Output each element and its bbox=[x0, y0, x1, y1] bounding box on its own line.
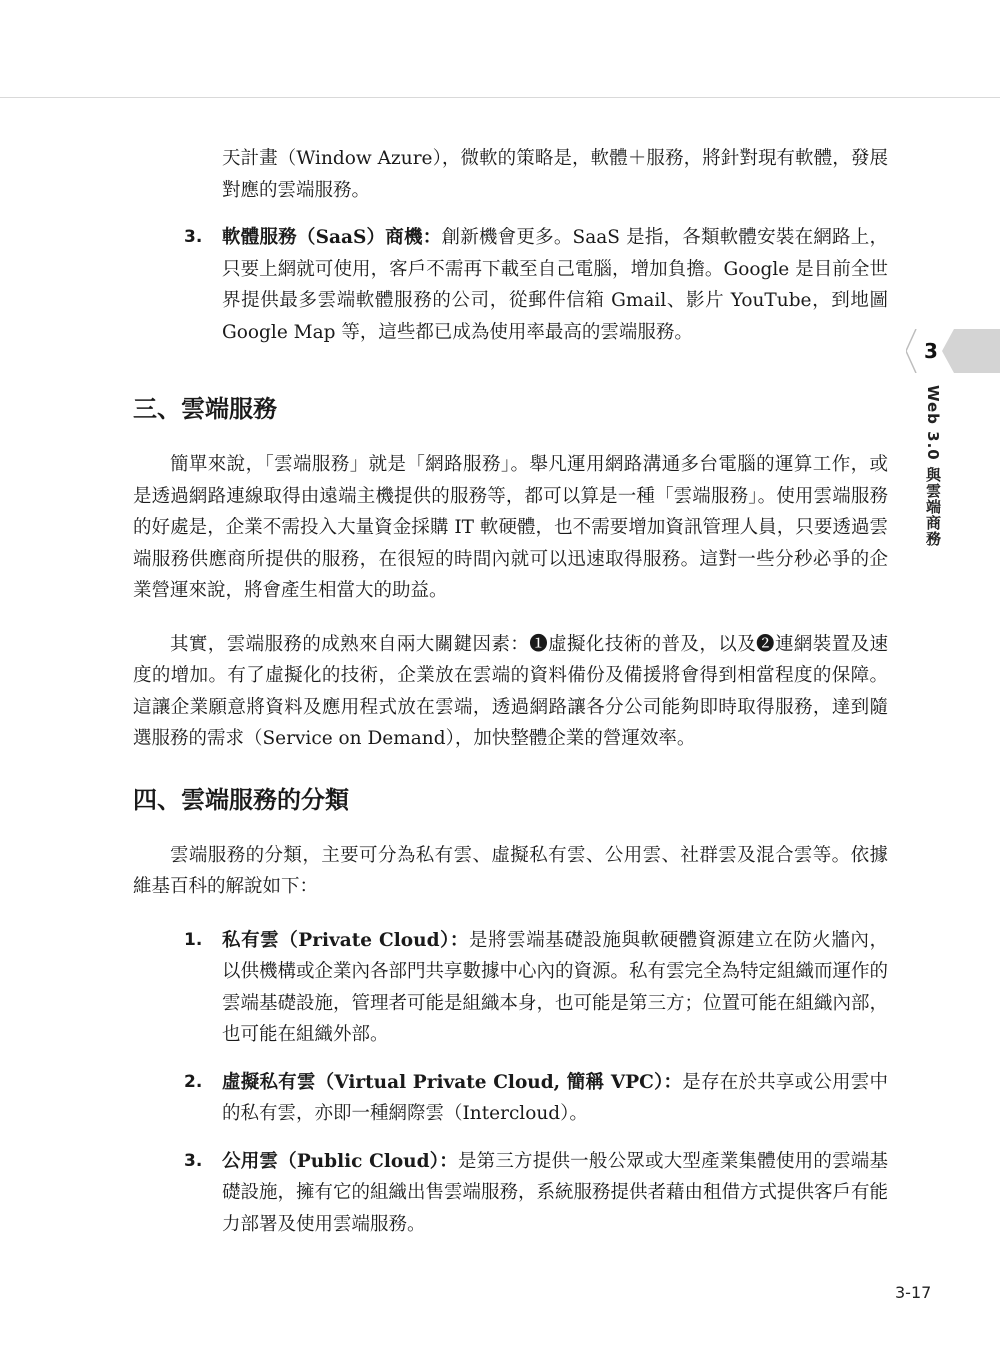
list-number: 3. bbox=[184, 227, 203, 247]
section-heading: 四、雲端服務的分類 bbox=[133, 785, 349, 814]
list-item-lead: 私有雲（Private Cloud）： bbox=[222, 929, 469, 951]
header-rule bbox=[0, 97, 1000, 98]
paragraph: 雲端服務的分類，主要可分為私有雲、虛擬私有雲、公用雲、社群雲及混合雲等。依據維基百科的解說如下： bbox=[133, 844, 888, 897]
chapter-number: 3 bbox=[924, 339, 938, 363]
list-item-public-cloud bbox=[184, 1146, 889, 1241]
list-number: 2. bbox=[184, 1071, 203, 1092]
list-item-lead: 虛擬私有雲（Virtual Private Cloud, 簡稱 VPC）： bbox=[222, 1071, 683, 1093]
list-item-text: 創新機會更多。SaaS 是指，各類軟體安裝在網路上，只要上網就可使用，客戶不需再下載至自己電腦，增加負擔。Google 是目前全世界提供最多雲端軟體服務的公司，從郵件信箱 Gmail、影片 YouTube，到地圖 Google Map 等，這些都已成為使用率最高的雲端服務。 bbox=[222, 227, 888, 343]
section-heading: 三、雲端服務 bbox=[133, 395, 277, 423]
page-body bbox=[133, 143, 888, 1256]
chapter-tab bbox=[906, 329, 1000, 373]
paragraph: 簡單來說，「雲端服務」就是「網路服務」。舉凡運用網路溝通多台電腦的運算工作，或是透過網路連線取得由遠端主機提供的服務等，都可以算是一種「雲端服務」。使用雲端服務的好處是，企業不需投入大量資金採購 IT 軟硬體，也不需要增加資訊管理人員，只要透過雲端服務供應商所提供的服務，在很短的時間內就可以迅速取得服務。這對一些分秒必爭的企業營運來說，將會產生相當大的助益。 bbox=[133, 454, 888, 601]
list-item-body bbox=[222, 222, 888, 348]
paragraph: 其實，雲端服務的成熟來自兩大關鍵因素：❶虛擬化技術的普及，以及❷連網裝置及速度的增加。有了虛擬化的技術，企業放在雲端的資料備份及備援將會得到相當程度的保障。這讓企業願意將資料及應用程式放在雲端，透過網路讓各分公司能夠即時取得服務，達到隨選服務的需求（Service on Demand），加快整體企業的營運效率。 bbox=[133, 633, 888, 749]
intro-continuation: 天計畫（Window Azure），微軟的策略是，軟體＋服務，將針對現有軟體，發展對應的雲端服務。 bbox=[222, 148, 888, 201]
list-item-lead: 公用雲（Public Cloud）： bbox=[222, 1150, 458, 1172]
list-item-saas bbox=[184, 222, 888, 348]
list-item-vpc bbox=[184, 1067, 888, 1130]
list-item-body bbox=[222, 1146, 888, 1241]
list-item-text: 是將雲端基礎設施與軟硬體資源建立在防火牆內，以供機構或企業內各部門共享數據中心內的資源。私有雲完全為特定組織而運作的雲端基礎設施，管理者可能是組織本身，也可能是第三方；位置可能在組織內部，也可能在組織外部。 bbox=[222, 929, 889, 1045]
list-item-text: 是存在於共享或公用雲中的私有雲，亦即一種網際雲（Intercloud）。 bbox=[222, 1071, 888, 1124]
list-number: 1. bbox=[184, 929, 203, 950]
list-item-lead: 軟體服務（SaaS）商機： bbox=[222, 227, 442, 248]
list-item-body bbox=[222, 1067, 888, 1130]
chapter-side-title: Web 3.0 與雲端商務 bbox=[924, 385, 942, 547]
list-item-private-cloud bbox=[184, 925, 889, 1051]
list-number: 3. bbox=[184, 1150, 203, 1171]
list-item-body bbox=[222, 925, 888, 1051]
list-item-text: 是第三方提供一般公眾或大型產業集體使用的雲端基礎設施，擁有它的組織出售雲端服務，系統服務提供者藉由租借方式提供客戶有能力部署及使用雲端服務。 bbox=[222, 1150, 889, 1235]
page-number: 3-17 bbox=[895, 1283, 932, 1302]
